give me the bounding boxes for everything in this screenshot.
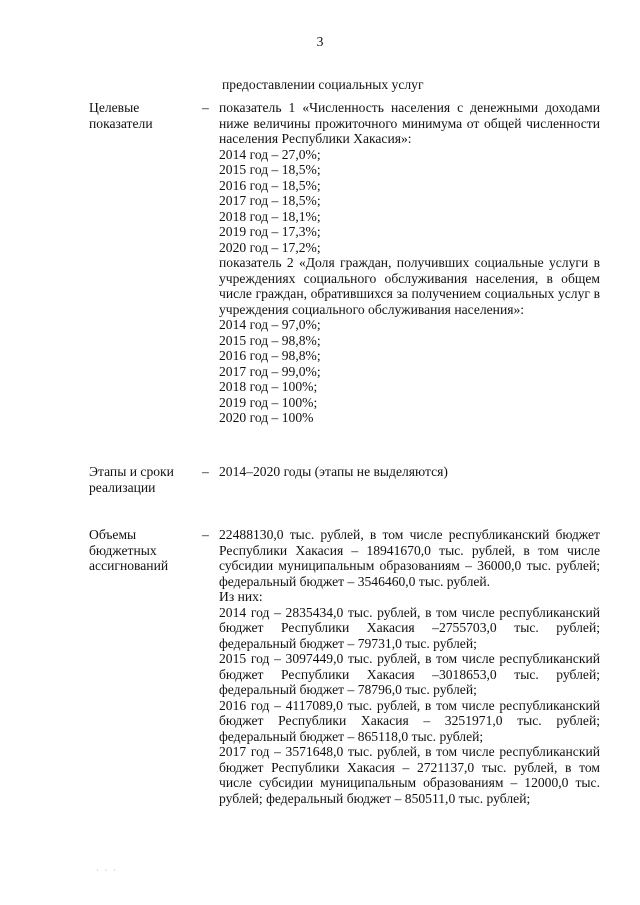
indicator-value: 2018 год – 18,1%; [219, 208, 321, 224]
budget-year-2014: 2014 год – 2835434,0 тыс. рублей, в том числе республиканский бюджет Республики Хакасия –2755703,0 тыс. рублей; федеральный бюджет – 79731,0 тыс. рублей; [219, 604, 600, 651]
section-content-targets [219, 100, 600, 426]
indicator-1-values [219, 147, 600, 256]
section-label-stages: Этапы и сроки реализации [89, 464, 174, 495]
budget-of-which: Из них: [219, 589, 263, 604]
indicator-value: 2018 год – 100%; [219, 379, 318, 394]
indicator-value: 2016 год – 18,5%; [219, 177, 321, 193]
indicator-value: 2020 год – 17,2%; [219, 239, 321, 255]
budget-year-2015: 2015 год – 3097449,0 тыс. рублей, в том числе республиканский бюджет Республики Хакасия –3018653,0 тыс. рублей; федеральный бюджет – 78796,0 тыс. рублей; [219, 651, 600, 697]
budget-total-text: 22488130,0 тыс. рублей, в том числе республиканский бюджет Республики Хакасия – 18941670,0 тыс. рублей, в том числе субсидии муниципальным образованиям – 36000,0 тыс. рублей; федеральный бюджет – 3546460,0 тыс. рублей. [219, 527, 600, 589]
indicator-value: 2017 год – 99,0%; [219, 363, 321, 379]
indicator-value: 2020 год – 100% [219, 410, 314, 425]
indicator-value: 2014 год – 97,0%; [219, 317, 321, 332]
section-dash: – [202, 464, 209, 479]
section-label-targets: Целевые показатели [89, 100, 153, 131]
scan-mark: · · · [96, 866, 118, 875]
indicator-value: 2015 год – 98,8%; [219, 332, 321, 348]
indicator-value: 2019 год – 100%; [219, 394, 318, 410]
budget-year-2017: 2017 год – 3571648,0 тыс. рублей, в том числе республиканский бюджет Республики Хакасия – 2721137,0 тыс. рублей, в том числе субсидии муниципальным образованиям – 12000,0 тыс. рублей; федеральный бюджет – 850511,0 тыс. рублей; [219, 744, 600, 806]
page-number: 3 [316, 34, 324, 49]
indicator-value: 2017 год – 18,5%; [219, 193, 321, 208]
section-content-stages [219, 464, 600, 480]
indicator-value: 2016 год – 98,8%; [219, 348, 321, 363]
indicator-value: 2019 год – 17,3%; [219, 224, 321, 239]
section-dash: – [202, 527, 209, 542]
indicator-value: 2014 год – 27,0%; [219, 146, 321, 162]
indicator-2-text: показатель 2 «Доля граждан, получивших социальные услуги в учреждениях социального обслуживания населения, в общем числе граждан, обратившихся за получением социальных услуг в учреждения социального обслуживания населения»: [219, 255, 600, 317]
section-dash: – [202, 100, 209, 115]
section-content-budget [219, 527, 600, 806]
section-label-budget: Объемы бюджетных ассигнований [89, 527, 169, 573]
indicator-value: 2015 год – 18,5%; [219, 162, 321, 177]
budget-year-2016: 2016 год – 4117089,0 тыс. рублей, в том числе республиканский бюджет Республики Хакасия – 3251971,0 тыс. рублей; федеральный бюджет – 865118,0 тыс. рублей; [219, 697, 600, 744]
stages-text: 2014–2020 годы (этапы не выделяются) [219, 464, 448, 479]
indicator-2-values [219, 317, 600, 426]
intro-line: предоставлении социальных услуг [222, 77, 424, 92]
indicator-1-text: показатель 1 «Численность населения с денежными доходами ниже величины прожиточного минимума от общей численности населения Республики Хакасия»: [219, 100, 600, 146]
